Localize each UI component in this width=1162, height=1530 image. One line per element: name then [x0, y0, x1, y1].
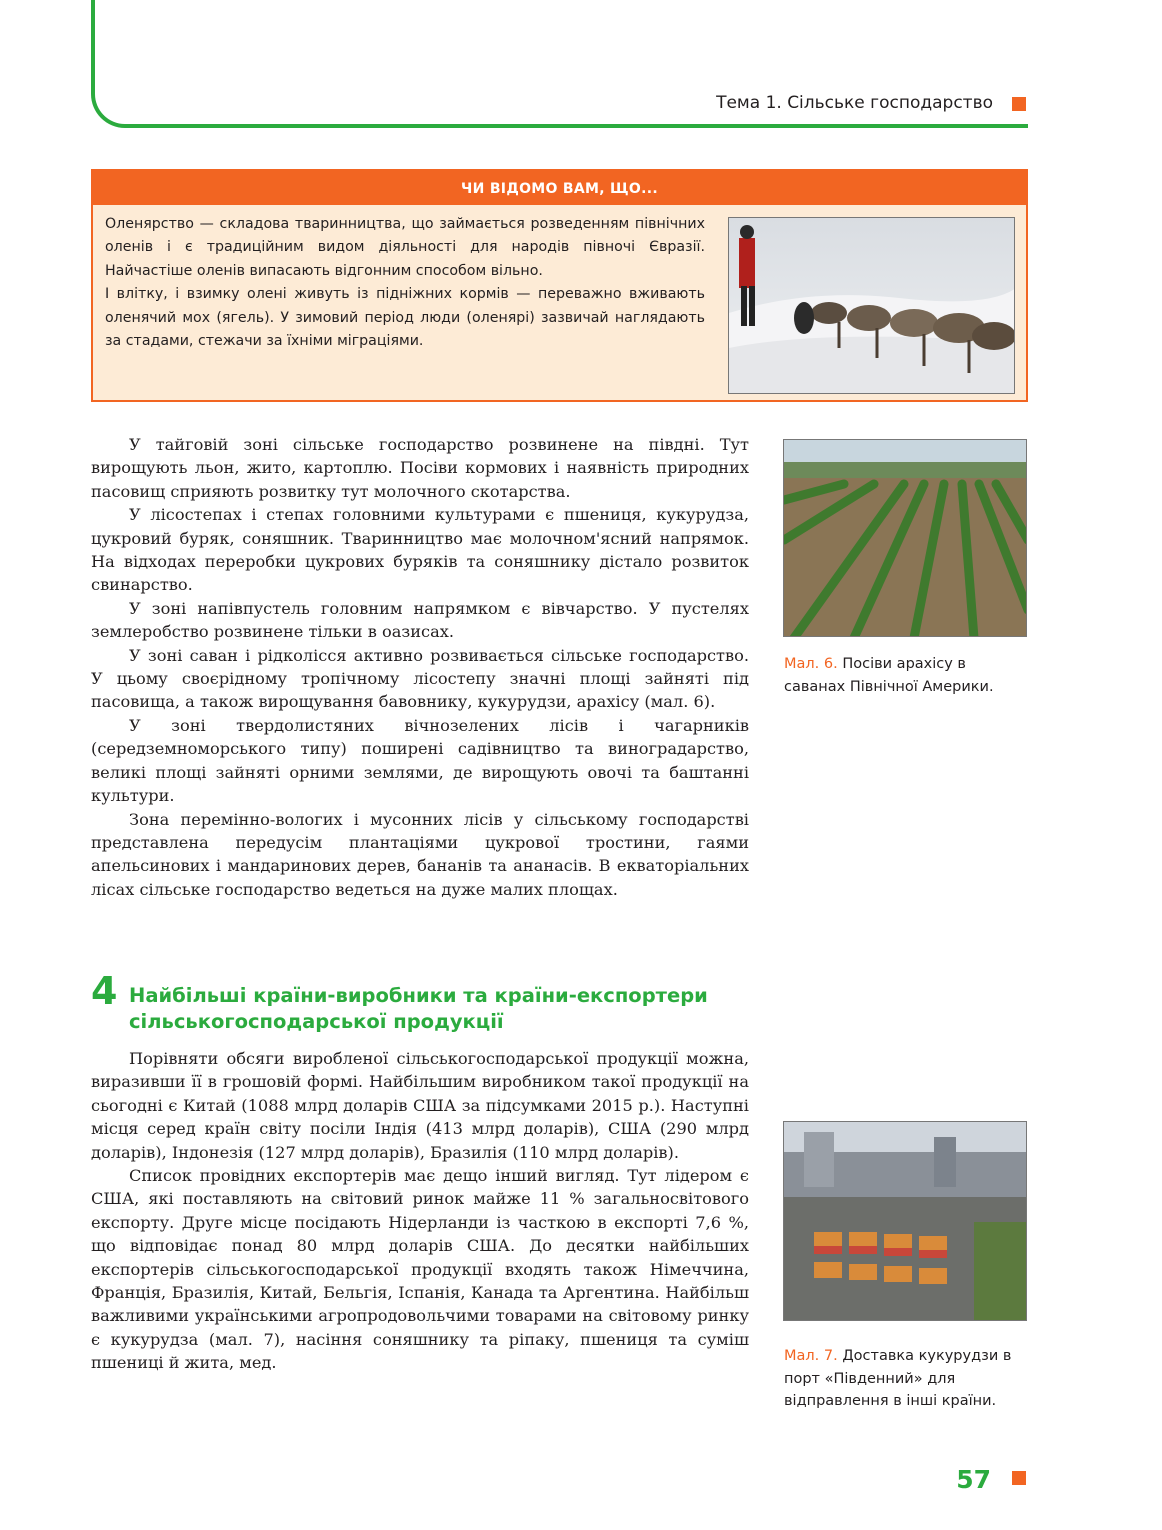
did-you-know-text	[105, 213, 705, 353]
body-paragraph: У зоні твердолистяних вічнозелених лісів і чагарників (середземноморського типу) поширені садівництво та виноградарство, великі площі зайняті орними землями, де вирощують овочі та баштанні культури.	[91, 715, 749, 806]
peanut-field-photo	[783, 439, 1027, 637]
section-number: 4	[91, 969, 118, 1013]
main-text	[91, 433, 749, 901]
corn-port-photo	[783, 1121, 1027, 1321]
chapter-title: Тема 1. Сільське господарство	[716, 93, 993, 113]
info-paragraph: І влітку, і взимку олені живуть із підніжних кормів — переважно вживають оленячий мох (ягель). У зимовий період люди (оленярі) зазвичай наглядають за стадами, стежачи за їхніми міграціями.	[105, 286, 705, 350]
figure7-label: Мал. 7.	[784, 1348, 838, 1364]
section-paragraph: Порівняти обсяги виробленої сільськогосподарської продукції можна, виразивши її в грошовій формі. Найбільшим виробником такої продукції на сьогодні є Китай (1088 млрд доларів США за підсумками 2015 р.). Наступні місця серед країн світу посіли Індія (413 млрд доларів), США (290 млрд доларів), Індонезія (127 млрд доларів), Бразилія (110 млрд доларів).	[91, 1049, 749, 1162]
body-paragraph: У лісостепах і степах головними культурами є пшениця, кукурудза, цукровий буряк, соняшник. Тваринництво має молочном'ясний напрямок. На відходах переробки цукрових буряків та соняшнику дістало розвиток свинарство.	[91, 505, 749, 595]
did-you-know-heading: ЧИ ВІДОМО ВАМ, ЩО...	[93, 171, 1026, 205]
body-paragraph: У зоні напівпустель головним напрямком є вівчарство. У пустелях землеробство розвинене тільки в оазисах.	[91, 598, 749, 642]
did-you-know-box	[91, 169, 1028, 402]
section-title: Найбільші країни-виробники та країни-експортери сільськогосподарської продукції	[129, 984, 708, 1033]
figure7-text: Доставка кукурудзи в порт «Південний» для відправлення в інші країни.	[784, 1348, 1012, 1409]
body-paragraph: У тайговій зоні сільське господарство розвинене на півдні. Тут вирощують льон, жито, картоплю. Посіви кормових і наявність природних пасовищ сприяють розвитку тут молочного скотарства.	[91, 435, 749, 501]
section-paragraph: Список провідних експортерів має дещо інший вигляд. Тут лідером є США, які поставляють на світовий ринок майже 11 % загальносвітового експорту. Друге місце посідають Нідерланди із часткою в експорті 7,6 %, що відповідає понад 80 млрд доларів США. До десятки найбільших експортерів сільськогосподарської продукції входять також Німеччина, Франція, Бразилія, Китай, Бельгія, Іспанія, Канада та Аргентина. Найбільш важливими українськими агропродовольчими товарами на світовому ринку є кукурудза (мал. 7), насіння соняшнику та ріпаку, пшениця та суміш пшениці й жита, мед.	[91, 1166, 749, 1373]
figure6-caption	[784, 653, 1024, 698]
header-marker	[1012, 97, 1026, 111]
body-paragraph: Зона перемінно-вологих і мусонних лісів у сільському господарстві представлена передусім плантаціями цукрової тростини, гаями апельсинових і мандаринових дерев, бананів та ананасів. В екваторіальних лісах сільське господарство ведеться на дуже малих площах.	[91, 809, 749, 899]
info-paragraph: Оленярство — складова тваринництва, що займається розведенням північних оленів і є традиційним видом діяльності для народів півночі Євразії. Найчастіше оленів випасають відгонним способом вільно.	[105, 216, 705, 279]
figure6-text: Посіви арахісу в саванах Північної Америки.	[784, 656, 994, 695]
reindeer-photo	[728, 217, 1015, 394]
body-paragraph: У зоні саван і рідколісся активно розвивається сільське господарство. У цьому своєрідному тропічному лісостепу значні площі зайняті під пасовища, а також вирощування бавовнику, кукурудзи, арахісу (мал. 6).	[91, 645, 749, 712]
page-number: 57	[956, 1465, 991, 1494]
figure7-caption	[784, 1345, 1024, 1413]
footer-marker	[1012, 1471, 1026, 1485]
section-text	[91, 1047, 749, 1375]
figure6-label: Мал. 6.	[784, 656, 838, 672]
